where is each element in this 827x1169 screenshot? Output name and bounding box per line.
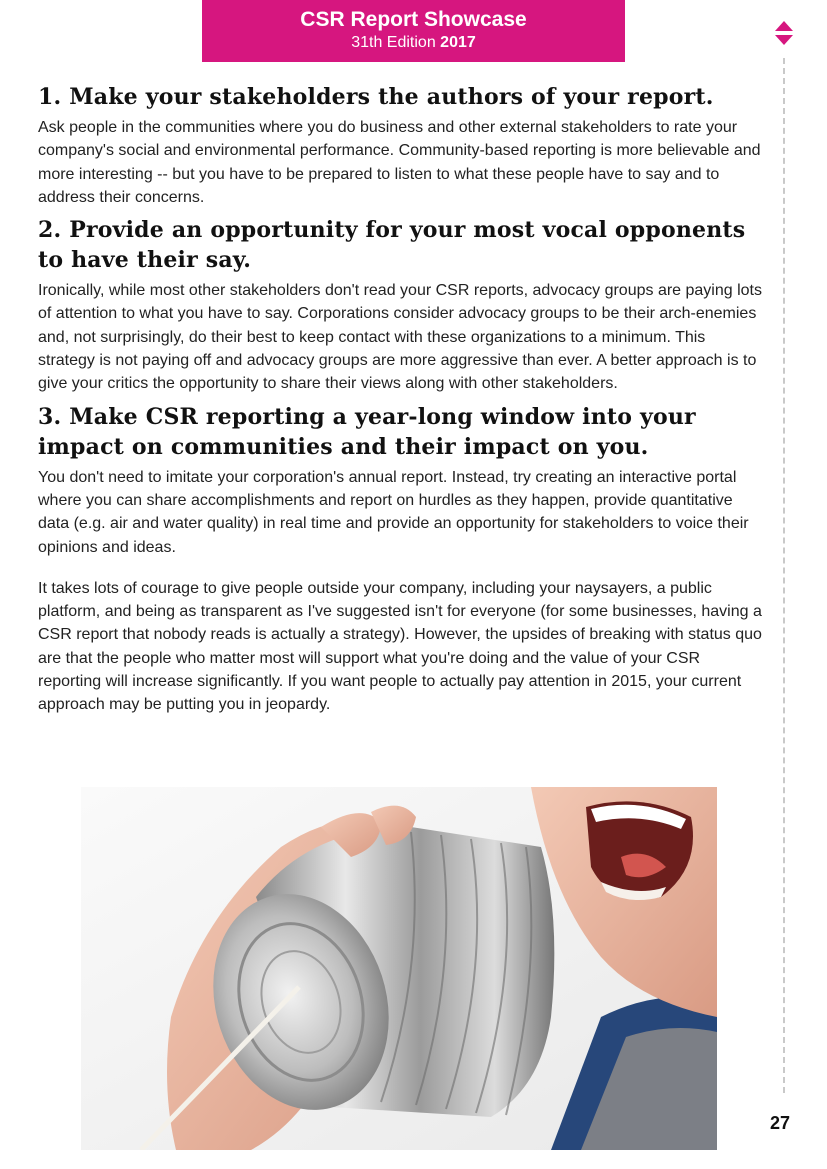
edition-year: 2017 [440,34,476,51]
section-1-paragraph: Ask people in the communities where you do business and other external stakeholders to rate your company's social and environmental performance. Community-based reporting is more believable and more interesting -- but you have to be prepared to listen to what these people have to say and to address their concerns. [38,119,761,206]
up-down-arrows-icon[interactable] [774,20,794,48]
article-body [38,82,766,723]
closing-paragraph: It takes lots of courage to give people outside your company, including your naysayers, a public platform, and being as transparent as I've suggested isn't for everyone (for some businesses, having a CSR report that nobody reads is actually a strategy). However, the upsides of breaking with status quo are that the people who matter most will support what you're doing and the value of your CSR reporting will increase significantly. If you want people to actually pay attention in 2015, your current approach may be putting you in jeopardy. [38,579,762,714]
section-3-heading: 3. Make CSR reporting a year-long window into your impact on communities and their impact on you. [38,403,696,460]
section-2-paragraph: Ironically, while most other stakeholders don't read your CSR reports, advocacy groups are paying lots of attention to what you have to say. Corporations consider advocacy groups to be their arch-enemies and, not surprisingly, do their best to keep contact with these organizations to a minimum. This strategy is not paying off and advocacy groups are more aggressive than ever. A better approach is to give your critics the opportunity to share their views along with other stakeholders. [38,282,762,393]
page-number: 27 [770,1113,791,1133]
header-banner [202,0,625,62]
section-1-heading: 1. Make your stakeholders the authors of your report. [38,84,714,110]
tin-can-illustration [81,787,717,1150]
section-3-paragraph: You don't need to imitate your corporation's annual report. Instead, try creating an interactive portal where you can share accomplishments and report on hurdles as they happen, provide quantitative data (e.g. air and water quality) in real time and provide an opportunity for stakeholders to voice their opinions and ideas. [38,468,749,556]
section-2-heading: 2. Provide an opportunity for your most vocal opponents to have their say. [38,217,746,274]
edition-line [202,33,625,53]
edition-label: 31th Edition [351,34,441,51]
report-title: CSR Report Showcase [300,8,527,31]
tin-can-phone-photo [81,787,717,1150]
dashed-divider [783,58,785,1093]
